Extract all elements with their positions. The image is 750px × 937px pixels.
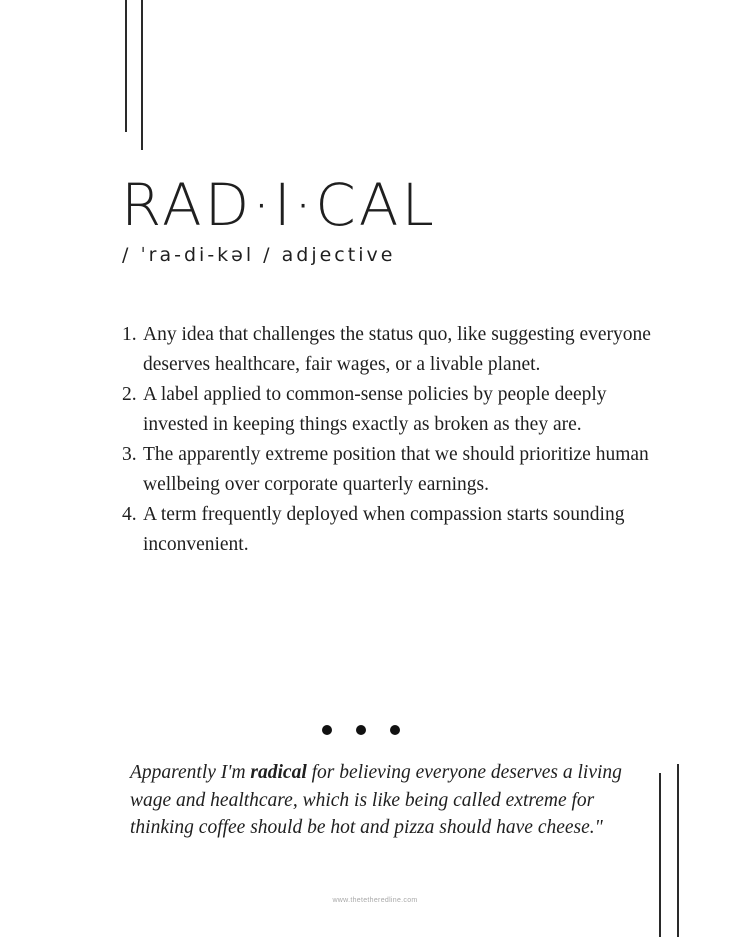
definition-item [122, 320, 662, 380]
definition-text: Any idea that challenges the status quo, like suggesting everyone deserves healthcare, fair wages, or a livable planet. [143, 324, 651, 375]
definitions-list [122, 320, 662, 560]
quote-text-end: for believing everyone deserves a living wage and healthcare, which is like being called extreme for thinking coffee should be hot and pizza should have cheese." [130, 762, 622, 838]
pronunciation: / ˈra-di-kəl / adjective [122, 244, 396, 266]
separator-dots [322, 725, 400, 735]
word-title: RAD·I·CAL [121, 171, 437, 239]
dot-icon [390, 725, 400, 735]
decorative-line-bottom-right [659, 773, 661, 937]
quote-text-start: Apparently I'm [130, 762, 251, 783]
definition-text: A label applied to common-sense policies by people deeply invested in keeping things exactly as broken as they are. [143, 384, 607, 435]
definition-item [122, 380, 662, 440]
definition-item [122, 500, 662, 560]
definition-text: A term frequently deployed when compassion starts sounding inconvenient. [143, 504, 625, 555]
dot-icon [356, 725, 366, 735]
definition-number: 1. [122, 324, 137, 345]
definition-number: 4. [122, 504, 137, 525]
dot-icon [322, 725, 332, 735]
definition-number: 2. [122, 384, 137, 405]
decorative-line-top-left [125, 0, 127, 132]
definition-item [122, 440, 662, 500]
definition-number: 3. [122, 444, 137, 465]
website-footer: www.thetetheredline.com [332, 897, 418, 904]
quote-emphasis: radical [250, 762, 307, 783]
quote-block [130, 759, 640, 842]
decorative-line-bottom-right-long [677, 764, 679, 937]
decorative-line-top-left-long [141, 0, 143, 150]
definition-text: The apparently extreme position that we should prioritize human wellbeing over corporate quarterly earnings. [143, 444, 649, 495]
